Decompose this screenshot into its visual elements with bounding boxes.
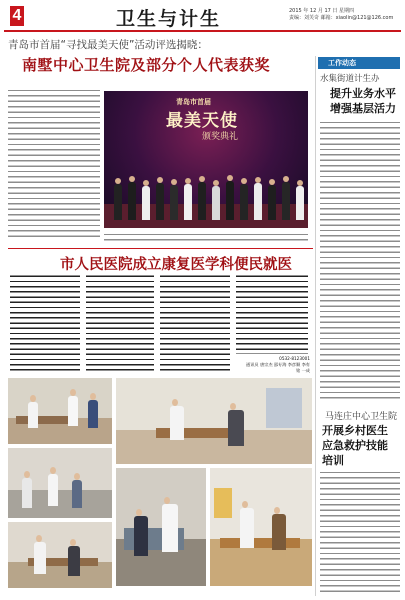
story1-body-text-under-photo <box>104 232 308 244</box>
story1-kicker: 青岛市首届“寻找最美天使”活动评选揭晓： <box>8 39 208 51</box>
story2-phone: 0532-8123001 <box>279 356 310 361</box>
header-rule <box>4 30 401 32</box>
story2-byline: 通讯员 唐宗杰 邵专海 李彦顺 李有铭 一成 <box>246 362 310 373</box>
rehab-photo-4 <box>116 468 206 586</box>
ceremony-caption-line3: 颁奖典礼 <box>202 132 239 142</box>
rehab-photo-5 <box>210 468 312 586</box>
sidebar-story2-headline-line3: 培训 <box>322 454 344 467</box>
page-number: 4 <box>10 6 24 26</box>
story2-body-column3 <box>160 274 230 374</box>
story2-body-column2 <box>86 274 154 374</box>
sidebar-label: 工作动态 <box>328 59 356 67</box>
sidebar-story2-headline-line1: 开展乡村医生 <box>322 424 388 437</box>
issue-info <box>289 8 399 22</box>
ceremony-caption-line1: 青岛市首届 <box>176 98 211 106</box>
story2-body-column4 <box>236 274 308 354</box>
editor-contact: 责编：刘芙奇 邮箱：xiaolin@121@126.com <box>289 15 394 21</box>
rehab-photo-6 <box>8 522 112 588</box>
sidebar-column-rule <box>315 56 316 596</box>
sidebar-story2-body-text <box>320 470 400 594</box>
sidebar-story1-headline-line1: 提升业务水平 <box>330 87 396 100</box>
story-divider <box>8 248 313 249</box>
issue-date: 2015 年 12 月 17 日 星期四 <box>289 8 354 14</box>
masthead <box>4 4 401 30</box>
story2-contact <box>244 356 310 374</box>
sidebar-story1-headline-line2: 增强基层活力 <box>330 102 396 115</box>
story1-body-text-left <box>8 88 100 238</box>
ceremony-caption-line2: 最美天使 <box>166 111 238 131</box>
story1-headline: 南墅中心卫生院及部分个人代表获奖 <box>22 56 271 74</box>
sidebar-story1-body-text <box>320 120 400 402</box>
sidebar-story2-kicker: 马连庄中心卫生院 <box>325 412 398 422</box>
rehab-photo-1 <box>8 378 112 444</box>
award-ceremony-photo <box>104 91 308 228</box>
sidebar-story2-headline-line2: 应急救护技能 <box>322 439 388 452</box>
rehab-photo-3 <box>8 448 112 518</box>
rehab-photo-2 <box>116 378 312 464</box>
sidebar-story1-kicker: 水集街道计生办 <box>320 74 380 84</box>
story2-headline: 市人民医院成立康复医学科便民就医 <box>60 257 292 273</box>
story2-body-column1 <box>10 274 80 374</box>
section-title: 卫生与计生 <box>116 8 222 30</box>
